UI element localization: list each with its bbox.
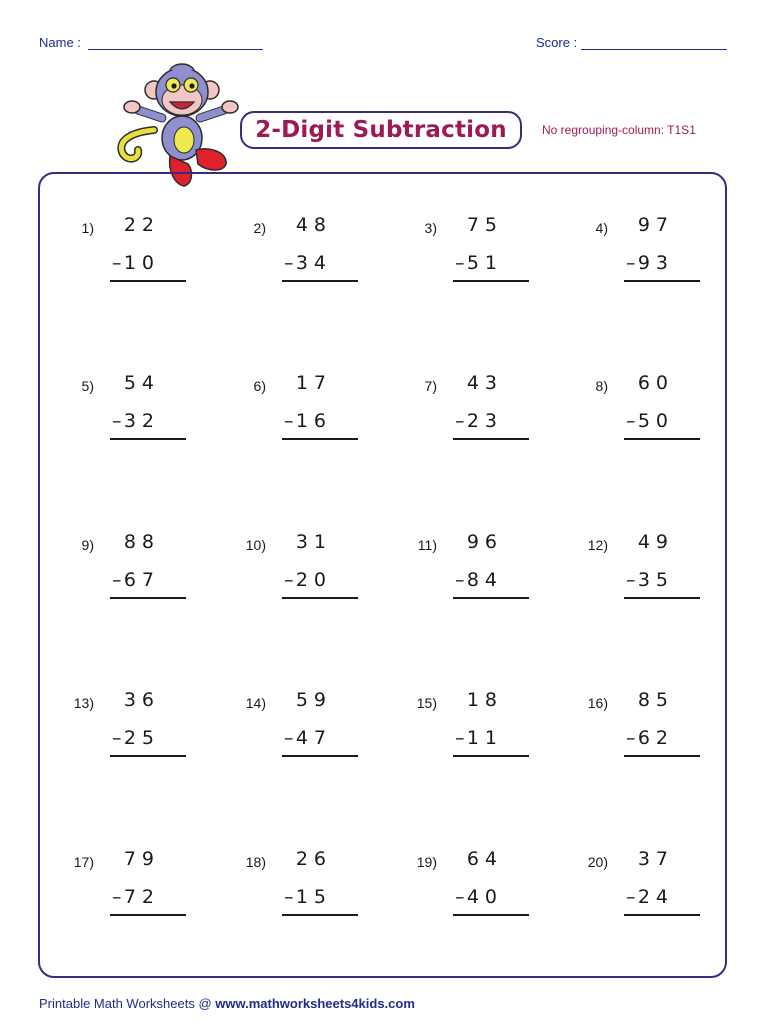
minus-sign: – — [112, 569, 122, 591]
minus-sign: – — [626, 410, 636, 432]
minus-sign: – — [112, 886, 122, 908]
problem-item — [397, 689, 537, 773]
minus-sign: – — [626, 727, 636, 749]
minus-sign: – — [112, 727, 122, 749]
subtrahend: 32 — [123, 410, 160, 432]
problem-number: 7) — [424, 378, 437, 394]
problem-item — [54, 689, 194, 773]
problem-number: 17) — [73, 854, 94, 870]
subtrahend: 25 — [123, 727, 160, 749]
problem-number: 11) — [417, 537, 437, 553]
title-box — [240, 111, 522, 149]
problem-item — [226, 372, 366, 456]
name-label: Name : — [39, 35, 81, 50]
problem-item — [397, 848, 537, 932]
answer-line[interactable] — [453, 914, 529, 916]
minuend: 26 — [295, 848, 332, 870]
answer-line[interactable] — [624, 914, 700, 916]
minus-sign: – — [284, 727, 294, 749]
subtrahend: 84 — [466, 569, 503, 591]
problem-number: 2) — [253, 220, 266, 236]
footer-site-link[interactable]: www.mathworksheets4kids.com — [215, 996, 415, 1011]
minus-sign: – — [284, 252, 294, 274]
score-blank-line[interactable] — [581, 49, 727, 50]
answer-line[interactable] — [110, 280, 186, 282]
subtrahend: 47 — [295, 727, 332, 749]
subtrahend: 24 — [637, 886, 674, 908]
subtrahend: 11 — [466, 727, 503, 749]
problem-item — [226, 689, 366, 773]
subtrahend: 62 — [637, 727, 674, 749]
footer-prefix: Printable Math Worksheets @ — [39, 996, 216, 1011]
minuend: 31 — [295, 531, 332, 553]
subtrahend: 10 — [123, 252, 160, 274]
problem-item — [226, 214, 366, 298]
problem-number: 6) — [253, 378, 266, 394]
subtrahend: 93 — [637, 252, 674, 274]
answer-line[interactable] — [453, 438, 529, 440]
minus-sign: – — [626, 886, 636, 908]
score-label: Score : — [536, 35, 578, 50]
problem-number: 4) — [595, 220, 608, 236]
minus-sign: – — [455, 410, 465, 432]
answer-line[interactable] — [453, 755, 529, 757]
problem-number: 9) — [81, 537, 94, 553]
answer-line[interactable] — [110, 597, 186, 599]
problem-number: 10) — [245, 537, 266, 553]
minuend: 17 — [295, 372, 332, 394]
answer-line[interactable] — [282, 597, 358, 599]
minus-sign: – — [284, 410, 294, 432]
minuend: 54 — [123, 372, 160, 394]
answer-line[interactable] — [110, 438, 186, 440]
problem-item — [568, 689, 708, 773]
minus-sign: – — [284, 569, 294, 591]
answer-line[interactable] — [624, 280, 700, 282]
answer-line[interactable] — [110, 755, 186, 757]
minuend: 36 — [123, 689, 160, 711]
minus-sign: – — [455, 727, 465, 749]
subtrahend: 51 — [466, 252, 503, 274]
problem-item — [568, 372, 708, 456]
problem-item — [568, 848, 708, 932]
problem-number: 14) — [245, 695, 266, 711]
minus-sign: – — [626, 569, 636, 591]
problem-item — [54, 214, 194, 298]
minuend: 97 — [637, 214, 674, 236]
minuend: 18 — [466, 689, 503, 711]
subtrahend: 35 — [637, 569, 674, 591]
problem-item — [568, 214, 708, 298]
minuend: 75 — [466, 214, 503, 236]
minus-sign: – — [455, 252, 465, 274]
problem-number: 18) — [245, 854, 266, 870]
problem-item — [397, 531, 537, 615]
page-title: 2-Digit Subtraction — [255, 117, 507, 143]
problem-item — [54, 531, 194, 615]
minuend: 88 — [123, 531, 160, 553]
minus-sign: – — [626, 252, 636, 274]
minus-sign: – — [455, 569, 465, 591]
subtrahend: 72 — [123, 886, 160, 908]
problem-item — [397, 214, 537, 298]
problem-item — [568, 531, 708, 615]
minuend: 43 — [466, 372, 503, 394]
subtrahend: 34 — [295, 252, 332, 274]
problem-number: 15) — [416, 695, 437, 711]
minus-sign: – — [284, 886, 294, 908]
minuend: 64 — [466, 848, 503, 870]
problem-number: 19) — [416, 854, 437, 870]
subtrahend: 16 — [295, 410, 332, 432]
problem-number: 3) — [424, 220, 437, 236]
answer-line[interactable] — [453, 280, 529, 282]
answer-line[interactable] — [110, 914, 186, 916]
minus-sign: – — [112, 252, 122, 274]
footer — [39, 996, 415, 1011]
subtrahend: 50 — [637, 410, 674, 432]
problem-number: 8) — [595, 378, 608, 394]
minuend: 22 — [123, 214, 160, 236]
answer-line[interactable] — [282, 755, 358, 757]
subtrahend: 67 — [123, 569, 160, 591]
problem-number: 20) — [587, 854, 608, 870]
answer-line[interactable] — [624, 597, 700, 599]
problem-item — [397, 372, 537, 456]
subtrahend: 15 — [295, 886, 332, 908]
problem-item — [226, 848, 366, 932]
minuend: 96 — [466, 531, 503, 553]
answer-line[interactable] — [624, 438, 700, 440]
problem-number: 1) — [81, 220, 94, 236]
problem-item — [226, 531, 366, 615]
minuend: 60 — [637, 372, 674, 394]
problem-item — [54, 372, 194, 456]
answer-line[interactable] — [282, 280, 358, 282]
problem-number: 12) — [587, 537, 608, 553]
minuend: 85 — [637, 689, 674, 711]
answer-line[interactable] — [453, 597, 529, 599]
minus-sign: – — [112, 410, 122, 432]
worksheet-code: No regrouping-column: T1S1 — [542, 123, 696, 137]
problem-number: 5) — [81, 378, 94, 394]
subtrahend: 20 — [295, 569, 332, 591]
minuend: 59 — [295, 689, 332, 711]
minuend: 79 — [123, 848, 160, 870]
answer-line[interactable] — [282, 914, 358, 916]
answer-line[interactable] — [624, 755, 700, 757]
minus-sign: – — [455, 886, 465, 908]
subtrahend: 40 — [466, 886, 503, 908]
problem-number: 16) — [587, 695, 608, 711]
problem-item — [54, 848, 194, 932]
name-blank-line[interactable] — [88, 49, 263, 50]
answer-line[interactable] — [282, 438, 358, 440]
minuend: 37 — [637, 848, 674, 870]
minuend: 49 — [637, 531, 674, 553]
minuend: 48 — [295, 214, 332, 236]
subtrahend: 23 — [466, 410, 503, 432]
problem-number: 13) — [73, 695, 94, 711]
